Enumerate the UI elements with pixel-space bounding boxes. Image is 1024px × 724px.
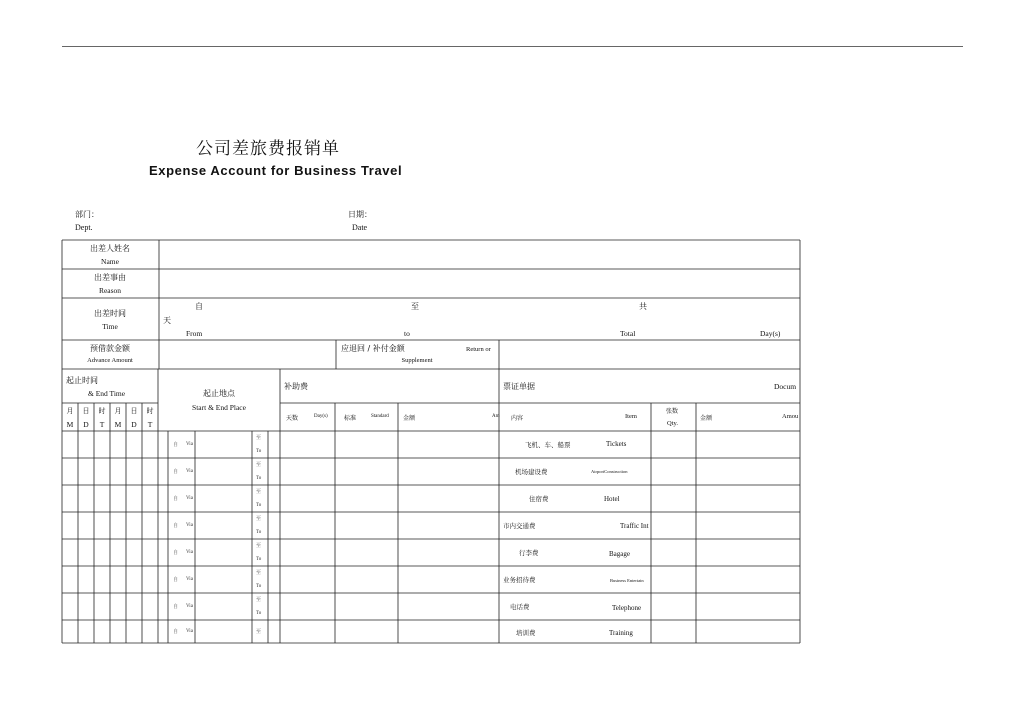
place-to-en: To — [256, 449, 262, 454]
col-day-en: D — [131, 420, 137, 429]
place-label-cn: 起止地点 — [203, 389, 235, 398]
item-hotel-en: Hotel — [604, 495, 620, 503]
advance-label-cn: 预借款金额 — [90, 344, 130, 353]
return-label-cn: 应退回 / 补付金额 — [341, 344, 405, 353]
place-via: Via — [186, 469, 193, 474]
reason-field[interactable] — [160, 270, 799, 297]
place-from-cn: 自 — [173, 523, 179, 529]
dept-label-cn: 部门： — [75, 210, 99, 219]
form-title-en: Expense Account for Business Travel — [149, 163, 403, 178]
place-to-cn: 至 — [256, 570, 262, 576]
item-tickets-en: Tickets — [606, 440, 627, 448]
total-label-en: Total — [620, 329, 636, 338]
start-end-time-label-en: & End Time — [88, 389, 126, 398]
allowance-standard-en: Standard — [371, 414, 389, 419]
from-label-en: From — [186, 329, 203, 338]
item-entertain-cn: 业务招待费 — [503, 576, 536, 584]
item-entertain-en: Business Entertain — [610, 578, 644, 583]
place-from-cn: 自 — [173, 629, 179, 635]
place-via: Via — [186, 550, 193, 555]
reason-label-cn: 出差事由 — [94, 273, 126, 282]
advance-amount-field[interactable] — [160, 341, 335, 368]
allowance-standard-cn: 标准 — [344, 415, 357, 422]
place-from-cn: 自 — [173, 442, 179, 448]
item-bagage-en: Bagage — [609, 550, 630, 558]
name-label-en: Name — [101, 257, 119, 266]
place-to-cn: 至 — [256, 489, 262, 495]
docs-amount-en: Amou — [782, 413, 799, 420]
col-day-en: D — [83, 420, 89, 429]
col-day-cn: 日 — [82, 407, 90, 415]
travel-time-label-cn: 出差时间 — [94, 309, 126, 318]
item-tickets-cn: 飞机、车、船票 — [525, 441, 571, 449]
place-from-cn: 自 — [173, 550, 179, 556]
reason-label-en: Reason — [98, 286, 122, 295]
docs-qty-cn: 张数 — [666, 408, 679, 415]
place-via: Via — [186, 523, 193, 528]
supplement-label-en: Supplement — [401, 357, 433, 364]
col-hour-cn: 时 — [98, 407, 106, 415]
place-from-cn: 自 — [173, 496, 179, 502]
item-airport-cn: 机场建设费 — [515, 468, 548, 476]
item-bagage-cn: 行李费 — [519, 549, 539, 557]
to-label-en: to — [404, 329, 410, 338]
place-via: Via — [186, 496, 193, 501]
place-via: Via — [186, 577, 193, 582]
col-hour-en: T — [99, 420, 105, 429]
place-via: Via — [186, 442, 193, 447]
dept-label-en: Dept. — [75, 223, 93, 232]
item-hotel-cn: 住宿费 — [529, 495, 549, 503]
allowance-amount-en: Am — [492, 414, 500, 419]
form-title-cn: 公司差旅费报销单 — [196, 139, 340, 159]
name-label-cn: 出差人姓名 — [90, 244, 130, 253]
docs-amount-cn: 金额 — [700, 415, 713, 422]
item-training-cn: 培训费 — [516, 629, 536, 637]
return-label-en: Return or — [466, 346, 491, 353]
place-to-cn: 至 — [256, 543, 262, 549]
from-label-cn: 自 — [195, 302, 203, 311]
place-to-cn: 至 — [256, 435, 262, 441]
item-telephone-en: Telephone — [612, 604, 642, 612]
place-to-en: To — [256, 530, 262, 535]
allowance-label-cn: 补助费 — [284, 382, 308, 391]
days-label-en: Day(s) — [760, 329, 781, 338]
place-to-en: To — [256, 476, 262, 481]
place-from-cn: 自 — [173, 469, 179, 475]
to-label-cn: 至 — [411, 302, 419, 311]
docs-content-cn: 内容 — [511, 415, 524, 422]
place-to-cn: 至 — [256, 629, 262, 635]
docs-label-en: Docum — [774, 382, 797, 391]
col-month-cn: 月 — [114, 407, 122, 415]
travel-time-label-en: Time — [102, 322, 118, 331]
docs-qty-en: Qty. — [667, 420, 678, 427]
place-label-en: Start & End Place — [192, 403, 246, 412]
total-label-cn: 共 — [639, 302, 647, 311]
place-to-cn: 至 — [256, 462, 262, 468]
place-to-en: To — [256, 584, 262, 589]
item-training-en: Training — [609, 629, 633, 637]
col-month-cn: 月 — [66, 407, 74, 415]
allowance-days-cn: 天数 — [286, 415, 299, 422]
place-from-cn: 自 — [173, 577, 179, 583]
col-day-cn: 日 — [130, 407, 138, 415]
item-traffic-cn: 市内交通费 — [503, 522, 536, 530]
date-label-cn: 日期： — [348, 210, 372, 219]
item-airport-en: AirportConstruction — [591, 469, 628, 474]
place-via: Via — [186, 604, 193, 609]
col-month-en: M — [114, 420, 122, 429]
name-field[interactable] — [160, 241, 799, 268]
item-telephone-cn: 电话费 — [510, 603, 530, 611]
place-via: Via — [186, 629, 193, 634]
advance-label-en: Advance Amount — [87, 357, 133, 364]
col-hour-en: T — [147, 420, 153, 429]
start-end-time-label-cn: 起止时间 — [66, 376, 98, 385]
place-from-cn: 自 — [173, 604, 179, 610]
place-to-en: To — [256, 611, 262, 616]
place-to-en: To — [256, 557, 262, 562]
allowance-days-en: Day(s) — [314, 414, 328, 419]
col-month-en: M — [66, 420, 74, 429]
days-label-cn: 天 — [163, 316, 171, 325]
docs-label-cn: 票证单据 — [503, 382, 535, 391]
col-hour-cn: 时 — [146, 407, 154, 415]
place-to-cn: 至 — [256, 516, 262, 522]
item-traffic-en: Traffic Int — [620, 522, 649, 530]
place-to-en: To — [256, 503, 262, 508]
return-amount-field[interactable] — [500, 341, 799, 368]
place-to-cn: 至 — [256, 597, 262, 603]
docs-item-en: Item — [625, 413, 637, 420]
date-label-en: Date — [352, 223, 368, 232]
allowance-amount-cn: 金额 — [403, 415, 416, 422]
